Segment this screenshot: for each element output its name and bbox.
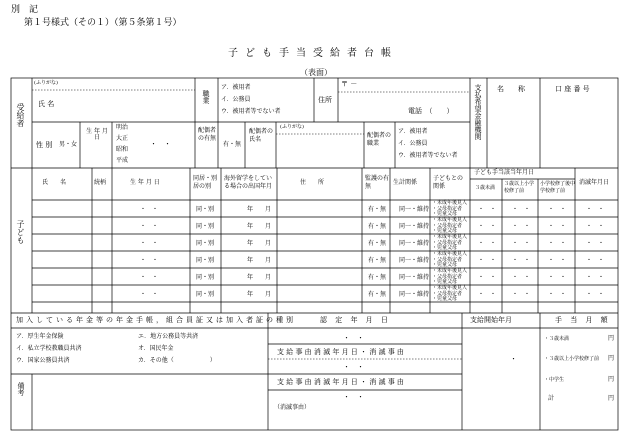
child-cell: ・ ・ xyxy=(586,274,605,281)
child-cell: 同一・維持 xyxy=(399,291,430,298)
child-cell: ・ ・ xyxy=(548,223,567,230)
child-cell: ・ ・ xyxy=(140,206,159,213)
occ-option-i: イ．公務員 xyxy=(221,96,251,103)
child-col-under3: ３歳未満 xyxy=(475,185,496,191)
reason-dots-upper: ・ ・ xyxy=(343,363,364,371)
era-heisei: 平成 xyxy=(116,157,129,164)
extinction-reason-label: （消滅事由） xyxy=(274,404,311,411)
child-cell: ・父母指定者 xyxy=(432,240,463,246)
child-cell: ・ ・ xyxy=(478,257,497,264)
child-cell: ・ ・ xyxy=(140,223,159,230)
pension-title: 加入している年金等の年金手帳，組合員証又は加入者証の種別 xyxy=(16,316,296,324)
child-cell: ・ ・ xyxy=(512,257,531,264)
child-cell: 有・無 xyxy=(368,291,387,298)
child-cell: ・ ・ xyxy=(478,240,497,247)
spouse-occ-i: イ．公務員 xyxy=(398,140,428,147)
remarks-label: 備考 xyxy=(17,382,25,396)
address-label: 住所 xyxy=(318,96,332,104)
phone-label: 電話 （ ） xyxy=(408,107,454,115)
child-cell: ・未成年後見人 xyxy=(432,234,468,240)
child-cell: ・児童父母 xyxy=(432,279,458,285)
child-cell: 同・別 xyxy=(196,274,215,281)
child-cell: ・父母指定者 xyxy=(432,206,463,212)
child-cell: ・父母指定者 xyxy=(432,291,463,297)
child-col-lapse: 消滅年月日 xyxy=(579,179,610,186)
child-cell: 同一・維持 xyxy=(399,240,430,247)
child-cell: 有・無 xyxy=(368,257,387,264)
child-col-custody: 監護の有無 xyxy=(365,175,390,191)
child-col-birth: 生 年 月 日 xyxy=(130,179,160,186)
child-cell: ・ ・ xyxy=(512,223,531,230)
child-cell: ・ ・ xyxy=(512,240,531,247)
side-label: （表面） xyxy=(300,68,332,77)
child-cell: ・ ・ xyxy=(548,274,567,281)
spouse-exist-options: 有・無 xyxy=(223,141,242,148)
child-cell: 有・無 xyxy=(368,223,387,230)
era-meiji: 明治 xyxy=(116,124,129,131)
child-cell: ・ ・ xyxy=(140,291,159,298)
child-col-relation: 続柄 xyxy=(94,179,107,186)
payout-start-dot: ・ xyxy=(510,355,517,363)
child-cell: ・ ・ xyxy=(586,223,605,230)
child-cell: ・未成年後見人 xyxy=(432,217,468,223)
child-cell: ・ ・ xyxy=(586,240,605,247)
recognition-date-label: 認 定 年 月 日 xyxy=(320,316,391,324)
child-cell: 同一・維持 xyxy=(399,274,430,281)
child-cell: ・ ・ xyxy=(586,257,605,264)
child-col-livelihood: 生計関係 xyxy=(393,179,418,186)
child-col-same-sep: 同居・別居の別 xyxy=(193,175,218,191)
child-cell: 同・別 xyxy=(196,257,215,264)
child-cell: ・ ・ xyxy=(478,223,497,230)
pension-item-ka: カ．その他（ ） xyxy=(138,357,216,364)
child-cell: ・未成年後見人 xyxy=(432,285,468,291)
era-showa: 昭和 xyxy=(116,146,129,153)
spouse-exist-label: 配偶者の有無 xyxy=(198,127,217,143)
pension-item-i: イ．私立学校教職員共済 xyxy=(16,345,82,352)
child-cell: 有・無 xyxy=(368,206,387,213)
child-cell: 同一・維持 xyxy=(399,257,430,264)
child-cell: ・ ・ xyxy=(140,274,159,281)
child-cell: 年 月 xyxy=(247,257,272,264)
child-cell: ・児童父母 xyxy=(432,211,458,217)
occ-option-a: ア．被用者 xyxy=(221,84,251,91)
amount-age3: ・３歳以上小学校修了前 xyxy=(544,356,600,362)
child-cell: ・ ・ xyxy=(548,257,567,264)
child-cell: 年 月 xyxy=(247,223,272,230)
child-cell: ・児童父母 xyxy=(432,296,458,302)
occupation-label: 職業 xyxy=(202,90,210,104)
child-col-chu: 小学校修了後中学校修了前 xyxy=(540,181,576,194)
child-cell: ・ ・ xyxy=(548,291,567,298)
occ-option-u: ウ．被用者等でない者 xyxy=(221,108,281,115)
yen-4: 円 xyxy=(608,395,615,402)
child-cell: ・未成年後見人 xyxy=(432,268,468,274)
child-cell: ・ ・ xyxy=(586,206,605,213)
name-label: 氏 名 xyxy=(38,100,55,108)
child-cell: ・父母指定者 xyxy=(432,257,463,263)
spouse-furigana: (ふりがな) xyxy=(280,124,304,130)
child-cell: ・ ・ xyxy=(478,206,497,213)
child-cell: ・児童父母 xyxy=(432,228,458,234)
reason-header-lower: 支 給 事 由 消 滅 年 月 日 ・ 消 滅 事 由 xyxy=(277,378,404,386)
child-cell: ・ ・ xyxy=(586,291,605,298)
yen-1: 円 xyxy=(608,335,615,342)
child-cell: 年 月 xyxy=(247,291,272,298)
child-cell: 年 月 xyxy=(247,240,272,247)
bank-col-name: 名 称 xyxy=(497,85,525,93)
spouse-occ-label: 配偶者の職業 xyxy=(367,132,392,148)
child-cell: ・ ・ xyxy=(512,274,531,281)
child-cell: ・児童父母 xyxy=(432,245,458,251)
reason-dots-lower: ・ ・ xyxy=(343,393,364,401)
child-cell: 同・別 xyxy=(196,240,215,247)
sex-options: 男・女 xyxy=(59,141,78,148)
child-cell: ・未成年後見人 xyxy=(432,200,468,206)
child-cell: 同一・維持 xyxy=(399,206,430,213)
child-cell: 同・別 xyxy=(196,206,215,213)
reason-header-upper: 支 給 事 由 消 滅 年 月 日 ・ 消 滅 事 由 xyxy=(277,348,404,356)
child-cell: ・ ・ xyxy=(548,240,567,247)
child-col-address: 住 所 xyxy=(300,179,325,186)
amount-chu: ・中学生 xyxy=(544,377,565,383)
pension-item-e: エ．地方公務員等共済 xyxy=(138,333,199,340)
child-cell: 同・別 xyxy=(196,291,215,298)
children-section-label: 子ども xyxy=(16,220,25,244)
page-title: 子ども手当受給者台帳 xyxy=(228,48,398,59)
child-cell: 有・無 xyxy=(368,274,387,281)
recipient-section-label: 受給者 xyxy=(16,103,25,127)
pension-item-a: ア．厚生年金保険 xyxy=(16,333,64,340)
amount-total: 計 xyxy=(548,395,555,402)
postal-mark: 〒 － xyxy=(341,80,358,88)
child-cell: ・ ・ xyxy=(140,257,159,264)
child-cell: ・ ・ xyxy=(548,206,567,213)
era-taisho: 大正 xyxy=(116,135,129,142)
bank-label: 支払希望金融機関 xyxy=(474,84,482,140)
pension-item-u: ウ．国家公務員共済 xyxy=(16,357,70,364)
child-cell: ・ ・ xyxy=(478,291,497,298)
child-col-relationship: 子どもとの関係 xyxy=(433,175,464,191)
annex-label: 別 記 xyxy=(11,5,39,15)
sex-label: 性 別 xyxy=(36,141,53,149)
child-col-name: 氏 名 xyxy=(42,179,67,186)
form-number: 第１号様式（その１）（第５条第１号） xyxy=(24,18,182,28)
spouse-occ-u: ウ．被用者等でない者 xyxy=(398,152,458,159)
spouse-occ-a: ア．被用者 xyxy=(398,128,428,135)
child-cell: ・ ・ xyxy=(512,291,531,298)
amount-under3: ・３歳未満 xyxy=(544,336,570,342)
child-col-abroad: 海外留学をしている場合の出国年月 xyxy=(224,175,273,191)
child-cell: ・父母指定者 xyxy=(432,223,463,229)
bank-col-account: 口 座 番 号 xyxy=(555,85,590,93)
payout-start-label: 支給開始年月 xyxy=(470,316,512,324)
child-cell: 同・別 xyxy=(196,223,215,230)
furigana-label: (ふりがな) xyxy=(34,80,58,86)
child-cell: 年 月 xyxy=(247,274,272,281)
child-cell: ・未成年後見人 xyxy=(432,251,468,257)
child-cell: 有・無 xyxy=(368,240,387,247)
child-cell: ・ ・ xyxy=(512,206,531,213)
birth-label: 生 年 月 日 xyxy=(86,128,108,141)
monthly-amount-label: 手 当 月 額 xyxy=(555,316,611,324)
pension-item-o: オ．国民年金 xyxy=(138,345,174,352)
child-cell: ・ ・ xyxy=(478,274,497,281)
yen-3: 円 xyxy=(608,376,615,383)
child-col-due-date: 子ども手当該当年月日 xyxy=(474,169,535,176)
child-cell: ・父母指定者 xyxy=(432,274,463,280)
spouse-name-label: 配偶者の氏名 xyxy=(249,128,274,144)
birth-date-dots: ・ ・ xyxy=(150,140,171,148)
child-cell: 同一・維持 xyxy=(399,223,430,230)
yen-2: 円 xyxy=(608,355,615,362)
child-col-age3: ３歳以上小学校修了前 xyxy=(504,181,535,194)
child-cell: 年 月 xyxy=(247,206,272,213)
child-cell: ・児童父母 xyxy=(432,262,458,268)
recognition-date-dots: ・ ・ xyxy=(343,334,364,342)
child-cell: ・ ・ xyxy=(140,240,159,247)
